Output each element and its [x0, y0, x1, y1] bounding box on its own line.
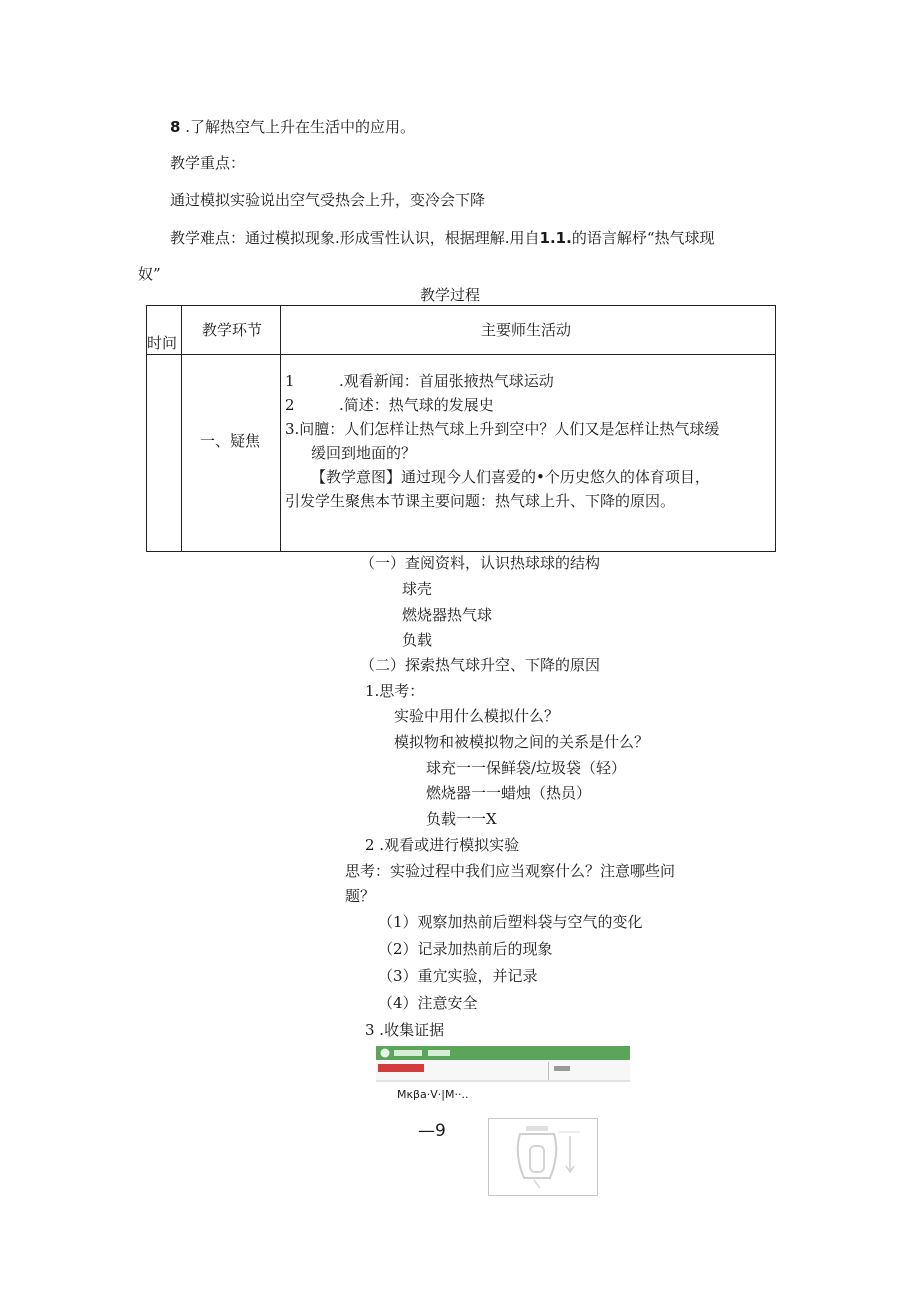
mapping-3: 负载一一X: [426, 810, 497, 828]
table-caption: 教学过程: [420, 286, 481, 304]
difficulty-line-2: 奴”: [138, 265, 161, 283]
part-burner: 燃烧器热气球: [402, 606, 493, 624]
part-load: 负载: [402, 631, 433, 649]
think-2-line-1: 思考：实验过程中我们应当观察什么？注意哪些问: [345, 862, 676, 880]
observation-3: （3）重宂实验，并记录: [378, 967, 538, 985]
mapping-1: 球充一一保鲜袋/垃圾袋（轻）: [426, 759, 627, 777]
figure-caption: Mκβa·V·|M··..: [397, 1088, 469, 1101]
activity-line-2-num: 2: [285, 396, 295, 414]
question-2: 模拟物和被模拟物之间的关系是什么？: [394, 733, 650, 751]
key-point-label: 教学重点：: [170, 154, 246, 172]
activity-line-6: 引发学生聚焦本节课主要问题：热气球上升、下降的原因。: [285, 492, 676, 510]
section-2-title: （二）探索热气球升空、下降的原因: [360, 656, 601, 674]
balloon-diagram-image: [488, 1118, 598, 1196]
question-1: 实验中用什么模拟什么？: [394, 707, 560, 725]
header-activity-cell: [281, 306, 776, 355]
header-activity: 主要师生活动: [481, 321, 572, 339]
difficulty-line-1: [170, 228, 715, 248]
row1-step: 一、疑焦: [200, 432, 261, 450]
header-step-cell: [182, 306, 281, 355]
key-point-text: 通过模拟实验说出空气受热会上升，变冷会下降: [170, 191, 486, 209]
experiment-banner-image: [376, 1046, 630, 1082]
row1-activity-cell: [281, 355, 776, 552]
header-step: 教学环节: [202, 321, 263, 339]
row1-step-cell: [182, 355, 281, 552]
row1-time-cell: [147, 355, 182, 552]
page-number: —9: [418, 1121, 446, 1141]
activity-line-4: 缓回到地面的？: [311, 444, 417, 462]
activity-line-1-num: 1: [285, 372, 295, 390]
difficulty-text-c: 的语言解杼“热气球现: [571, 229, 715, 247]
objective-item-8-text: .了解热空气上升在生活中的应用。: [185, 118, 415, 136]
header-time-cell: [147, 306, 182, 355]
observation-4: （4）注意安全: [378, 994, 478, 1012]
difficulty-text-b: 1.1.: [539, 229, 572, 247]
objective-item-8: [170, 117, 415, 137]
observation-1: （1）观察加热前后塑料袋与空气的变化: [378, 913, 643, 931]
teaching-process-table: [146, 305, 776, 552]
section-1-title: （一）查阅资料，认识热球球的结构: [360, 554, 601, 572]
mapping-2: 燃烧器一一蜡烛（热员）: [426, 784, 592, 802]
step-3: 3 .收集证据: [365, 1021, 445, 1039]
header-time: 时问: [147, 334, 178, 352]
activity-line-2: .简述：热气球的发展史: [339, 396, 494, 414]
think-2-line-2: 题？: [345, 887, 376, 905]
activity-line-3: 3.问膻：人们怎样让热气球上升到空中？人们又是怎样让热气球缓: [285, 420, 720, 438]
objective-item-8-number: 8: [170, 118, 181, 136]
step-2: 2 .观看或进行模拟实验: [365, 836, 520, 854]
think-label: 1.思考：: [365, 682, 425, 700]
activity-line-5: 【教学意图】通过现今人们喜爱的•个历史悠久的体育项目，: [311, 468, 710, 486]
part-shell: 球壳: [402, 580, 433, 598]
observation-2: （2）记录加热前后的现象: [378, 940, 553, 958]
difficulty-text-a: 教学难点：通过模拟现象.形成雪性认识，根据理解.用自: [170, 229, 540, 247]
activity-line-1: .观看新闻：首届张掖热气球运动: [339, 372, 554, 390]
